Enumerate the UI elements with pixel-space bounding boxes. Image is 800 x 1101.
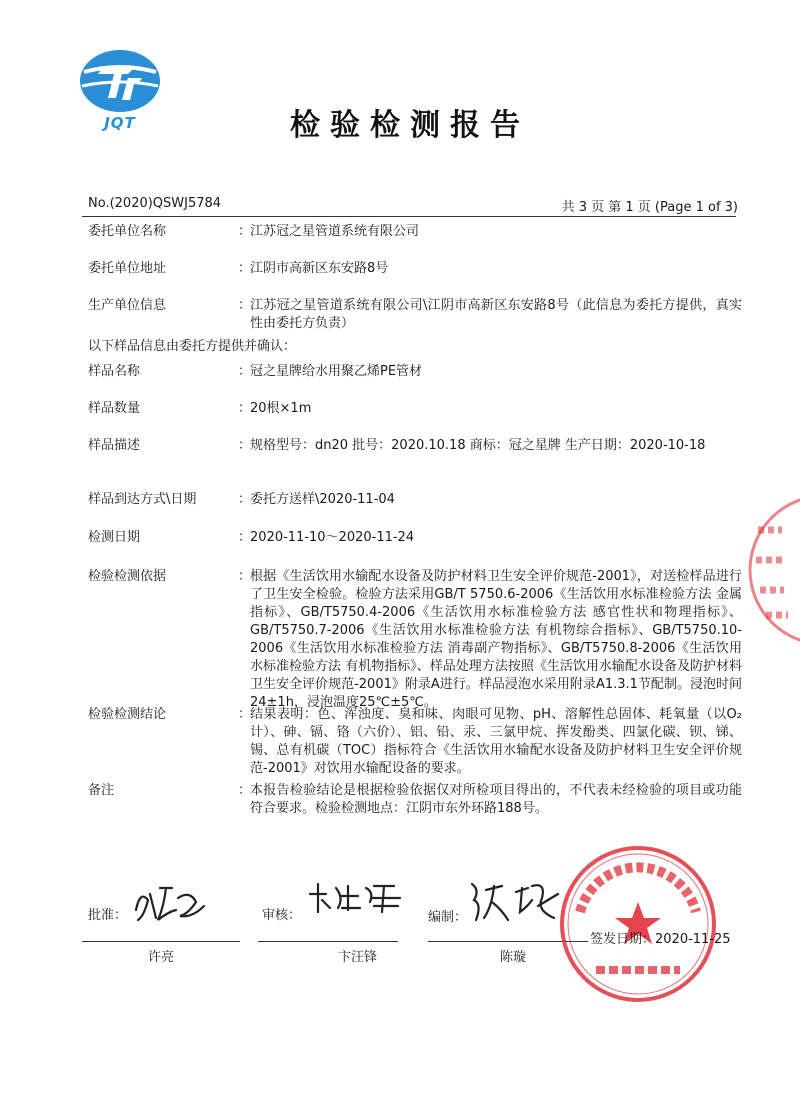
review-name: 卞汪锋 — [338, 950, 378, 965]
approver-signature — [130, 880, 210, 926]
approve-name: 许亮 — [148, 950, 175, 965]
edge-seal-icon — [742, 490, 800, 650]
report-page: JQT 检验检测报告 No.(2020)QSWJ5784 共 3 页 第 1 页 (Page 1 of 3) 委托单位名称 ： 江苏冠之星管道系统有限公司 委托单位地址 ： 江阴市高新区东安路8号 生产单位信息 ： 江苏冠之星管道系统有限公司\江阴市高新区东安路8号（此信息为委托方提供，真实性由委托方负责） 以下样品信息由委托方提供并确认： 样品名称 ： 冠之星牌给水用聚乙烯PE管材 样品数量 ： 20根×1m 样品描述 ： 规格型号：dn20 批号：2020.10.18 商标：冠之星牌 生产日期：2020-10-18 样品到达方式\日期 ： 委托方送样\2020-11-04 检测日期 ： 2020-11-10～2020-11-24 检验检测依据 ： 根据《生活饮用水输配水设备及防护材料卫生安全评价规范-2001》，对送检样品进行了卫生安全检验。检验方法采用GB/T 5750.6-2006《生活饮用水标准检验方法 金属指标》、GB/T5750.4-2006《生活饮用水标准检验方法 感官性状和物理指标》、GB/T5750.7-2006《生活饮用水标准检验方法 有机物综合指标》、GB/T5750.10-2006《生活饮用水标准检验方法 消毒副产物指标》、GB/T5750.8-2006《生活饮用水标准检验方法 有机物指标》、样品处理方法按照《生活饮用水输配水设备及防护材料卫生安全评价规范-2001》附录A进行。样品浸泡水采用附录A1.3.1节配制。浸泡时间24±1h，浸泡温度25℃±5℃。 检验检测结论 ： 结果表明：色、浑浊度、臭和味、肉眼可见物、pH、溶解性总固体、耗氧量（以O₂计）、砷、镉、铬（六价）、铝、铅、汞、三氯甲烷、挥发酚类、四氯化碳、钡、锑、锡、总有机碳（TOC）指标符合《生活饮用水输配水设备及防护材料卫生安全评价规范-2001》对饮用水输配设备的要求。 备注 ： 本报告检验结论是根据检验依据仅对所检项目得出的，不代表未经检验的项目或功能符合要求。检验检测地点：江阴市东外环路188号。 批准： 许亮 审核： 卞汪锋 编制： 陈璇 签发日期：2020-11-25 — [0, 0, 800, 1101]
header-divider — [82, 216, 736, 217]
sample-label: 备注 — [88, 783, 115, 798]
sample-label: 检验检测依据 — [88, 569, 167, 584]
sample-value: 2020-11-10～2020-11-24 — [250, 530, 415, 545]
field-value: 江苏冠之星管道系统有限公司\江阴市高新区东安路8号（此信息为委托方提供，真实性由委托方负责） — [250, 298, 742, 331]
field-label: 生产单位信息 — [88, 298, 167, 313]
issue-date — [590, 928, 731, 947]
sample-label: 检测日期 — [88, 530, 141, 545]
sample-value: 规格型号：dn20 批号：2020.10.18 商标：冠之星牌 生产日期：2020-10-18 — [250, 438, 706, 453]
sample-value: 20根×1m — [250, 401, 312, 416]
compiler-signature — [466, 876, 562, 926]
logo-text: JQT — [104, 114, 136, 132]
review-label: 审核： — [262, 908, 302, 923]
sample-value: 根据《生活饮用水输配水设备及防护材料卫生安全评价规范-2001》，对送检样品进行了卫生安全检验。检验方法采用GB/T 5750.6-2006《生活饮用水标准检验方法 金属指标》、GB/T5750.4-2006《生活饮用水标准检验方法 感官性状和物理指标》、GB/T5750.7-2006《生活饮用水标准检验方法 有机物综合指标》、GB/T5750.10-2006《生活饮用水标准检验方法 消毒副产物指标》、GB/T5750.8-2006《生活饮用水标准检验方法 有机物指标》、样品处理方法按照《生活饮用水输配水设备及防护材料卫生安全评价规范-2001》附录A进行。样品浸泡水采用附录A1.3.1节配制。浸泡时间24±1h，浸泡温度25℃±5℃。 — [250, 569, 742, 710]
sample-label: 样品名称 — [88, 364, 141, 379]
sample-value: 委托方送样\2020-11-04 — [250, 492, 395, 507]
field-value: 江阴市高新区东安路8号 — [250, 261, 389, 276]
official-seal-icon — [556, 842, 720, 1006]
report-title: 检验检测报告 — [290, 108, 530, 143]
sample-label: 样品描述 — [88, 438, 141, 453]
report-number: No.(2020)QSWJ5784 — [88, 196, 222, 211]
page-info: 共 3 页 第 1 页 (Page 1 of 3) — [561, 200, 738, 215]
sample-value: 结果表明：色、浑浊度、臭和味、肉眼可见物、pH、溶解性总固体、耗氧量（以O₂计）、砷、镉、铬（六价）、铝、铅、汞、三氯甲烷、挥发酚类、四氯化碳、钡、锑、锡、总有机碳（TOC）指标符合《生活饮用水输配水设备及防护材料卫生安全评价规范-2001》对饮用水输配设备的要求。 — [250, 707, 742, 776]
sample-note: 以下样品信息由委托方提供并确认： — [88, 339, 297, 354]
sample-label: 样品到达方式\日期 — [88, 492, 197, 507]
sample-label: 检验检测结论 — [88, 707, 167, 722]
field-label: 委托单位地址 — [88, 261, 167, 276]
reviewer-signature — [304, 878, 410, 918]
approve-line — [82, 941, 240, 942]
issue-date-label: 签发日期： — [590, 932, 656, 947]
review-line — [258, 941, 398, 942]
issue-date-value: 2020-11-25 — [655, 932, 731, 947]
compile-name: 陈璇 — [500, 950, 527, 965]
approve-label: 批准： — [88, 908, 128, 923]
sample-value: 本报告检验结论是根据检验依据仅对所检项目得出的，不代表未经检验的项目或功能符合要求。检验检测地点：江阴市东外环路188号。 — [250, 783, 742, 816]
sample-value: 冠之星牌给水用聚乙烯PE管材 — [250, 364, 423, 379]
field-value: 江苏冠之星管道系统有限公司 — [250, 224, 420, 239]
field-label: 委托单位名称 — [88, 224, 167, 239]
compile-label: 编制： — [428, 910, 468, 925]
sample-label: 样品数量 — [88, 401, 141, 416]
